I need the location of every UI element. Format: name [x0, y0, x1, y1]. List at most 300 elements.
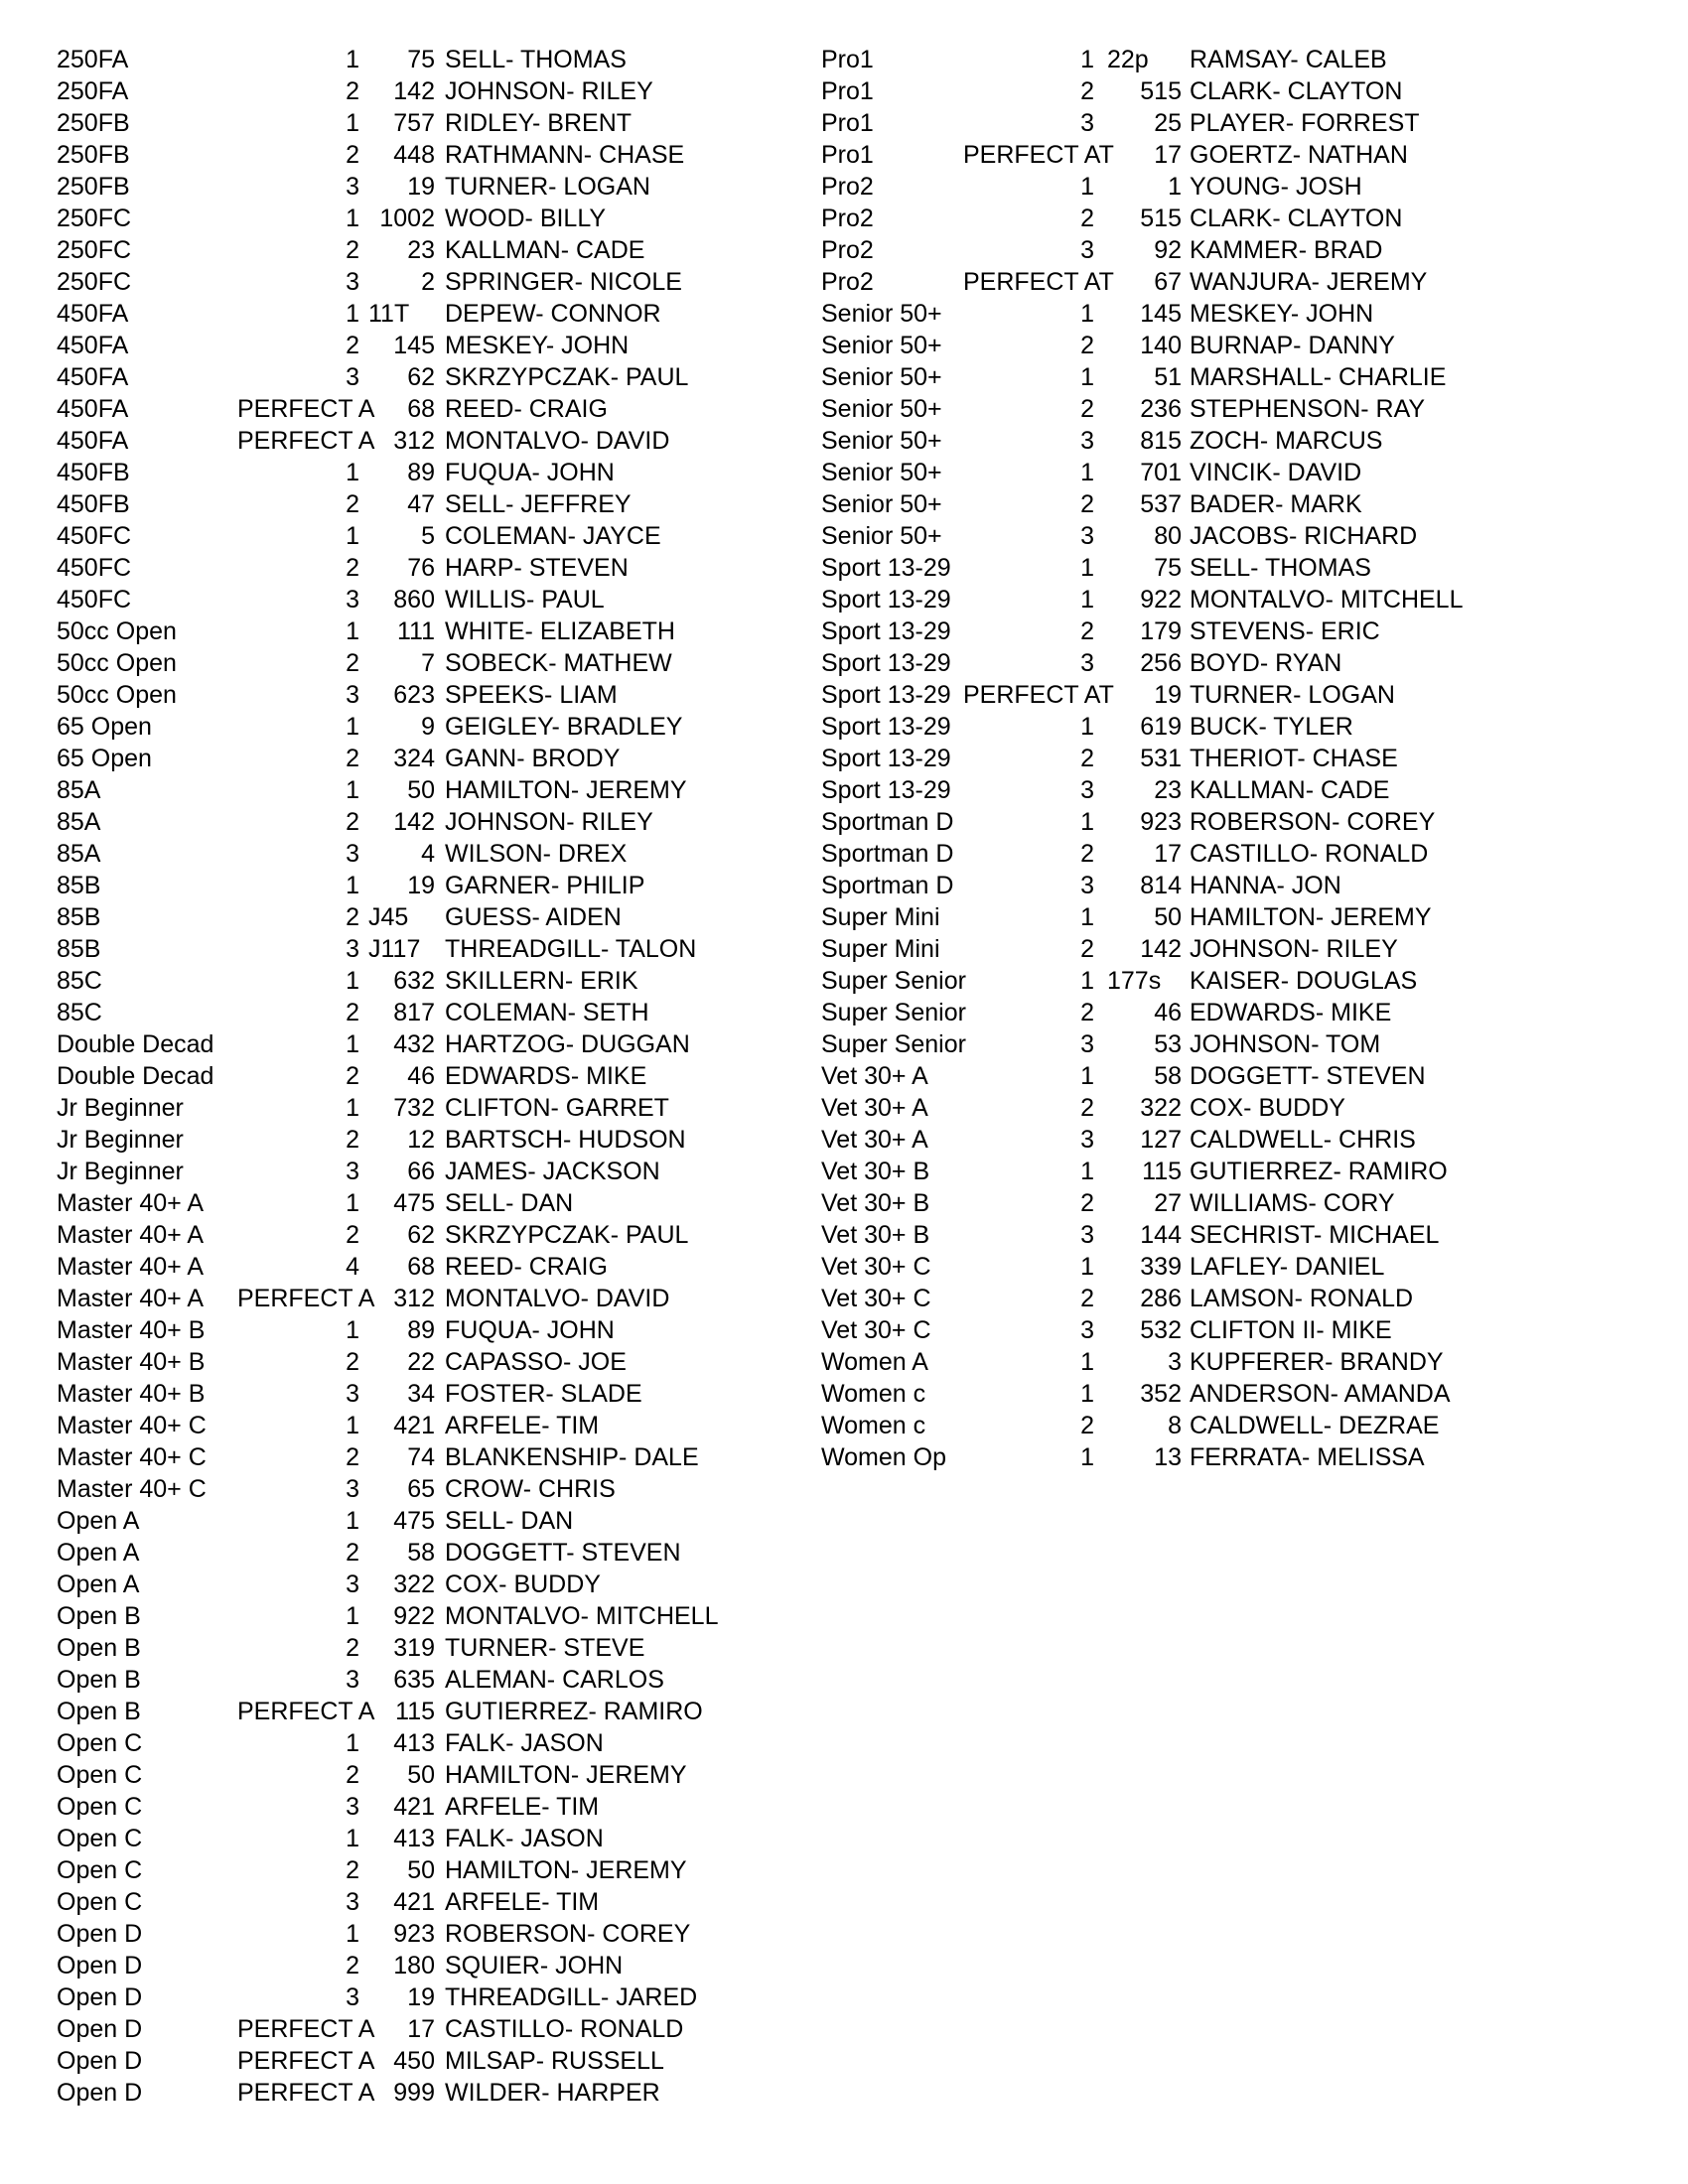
division-cell: 65 Open: [57, 745, 152, 772]
division-cell: Vet 30+ C: [821, 1316, 931, 1344]
place-cell: 3: [346, 1888, 359, 1916]
result-row: [0, 107, 1688, 139]
name-cell: GUTIERREZ- RAMIRO: [1190, 1158, 1448, 1185]
division-cell: Open C: [57, 1761, 143, 1789]
number-cell: 1002: [379, 205, 435, 232]
number-cell: 50: [1154, 903, 1182, 931]
place-cell: 2: [346, 1062, 359, 1090]
division-cell: Master 40+ A: [57, 1285, 204, 1312]
place-cell: 3: [1080, 522, 1094, 550]
number-cell: 17: [407, 2015, 435, 2043]
division-cell: Pro1: [821, 109, 874, 137]
number-cell: 34: [407, 1380, 435, 1408]
name-cell: CASTILLO- RONALD: [445, 2015, 684, 2043]
place-cell: 3: [346, 268, 359, 296]
number-cell: 68: [407, 1253, 435, 1281]
name-cell: LAMSON- RONALD: [1190, 1285, 1414, 1312]
division-cell: Pro1: [821, 141, 874, 169]
name-cell: COX- BUDDY: [1190, 1094, 1345, 1122]
name-cell: WILSON- DREX: [445, 840, 628, 868]
name-cell: HANNA- JON: [1190, 872, 1341, 899]
division-cell: Senior 50+: [821, 459, 942, 486]
name-cell: JOHNSON- RILEY: [1190, 935, 1398, 963]
name-cell: CROW- CHRIS: [445, 1475, 616, 1503]
number-cell: 421: [393, 1888, 435, 1916]
number-cell: 58: [407, 1539, 435, 1567]
result-row: [0, 647, 1688, 679]
division-cell: Open C: [57, 1825, 143, 1852]
place-cell: 1: [346, 109, 359, 137]
result-row: [0, 1251, 1688, 1283]
result-row: [0, 44, 1688, 75]
number-cell: 65: [407, 1475, 435, 1503]
name-cell: LAFLEY- DANIEL: [1190, 1253, 1385, 1281]
number-cell: 1: [1168, 173, 1182, 201]
number-cell: 50: [407, 1856, 435, 1884]
place-cell: 2: [346, 332, 359, 359]
result-row: [0, 584, 1688, 615]
division-cell: 85B: [57, 935, 101, 963]
result-row: [0, 997, 1688, 1028]
division-cell: Vet 30+ C: [821, 1253, 931, 1281]
place-cell: 2: [346, 1348, 359, 1376]
place-cell: 3: [1080, 1316, 1094, 1344]
number-cell: 19: [1154, 681, 1182, 709]
name-cell: COLEMAN- SETH: [445, 999, 649, 1026]
division-cell: 50cc Open: [57, 617, 177, 645]
name-cell: SECHRIST- MICHAEL: [1190, 1221, 1440, 1249]
division-cell: Double Decad: [57, 1062, 214, 1090]
place-cell: 1: [346, 1920, 359, 1948]
division-cell: 450FA: [57, 395, 129, 423]
name-cell: GEIGLEY- BRADLEY: [445, 713, 683, 741]
division-cell: Pro2: [821, 268, 874, 296]
name-cell: DOGGETT- STEVEN: [445, 1539, 681, 1567]
division-cell: Pro2: [821, 236, 874, 264]
number-cell: 9: [421, 713, 435, 741]
place-cell: PERFECT AT: [963, 268, 1114, 296]
name-cell: ARFELE- TIM: [445, 1888, 600, 1916]
place-cell: PERFECT A: [237, 2047, 375, 2075]
division-cell: Senior 50+: [821, 363, 942, 391]
place-cell: 3: [346, 840, 359, 868]
name-cell: EDWARDS- MIKE: [445, 1062, 647, 1090]
number-cell: 89: [407, 459, 435, 486]
number-cell: 236: [1140, 395, 1182, 423]
number-cell: 319: [393, 1634, 435, 1662]
name-cell: KAISER- DOUGLAS: [1190, 967, 1418, 995]
name-cell: COX- BUDDY: [445, 1570, 601, 1598]
place-cell: 1: [346, 1825, 359, 1852]
division-cell: Vet 30+ B: [821, 1189, 930, 1217]
place-cell: 1: [1080, 586, 1094, 614]
division-cell: 450FB: [57, 459, 130, 486]
result-row: [0, 1060, 1688, 1092]
number-cell: 53: [1154, 1030, 1182, 1058]
number-cell: 80: [1154, 522, 1182, 550]
place-cell: 1: [346, 459, 359, 486]
result-row: [0, 171, 1688, 203]
place-cell: 3: [346, 1380, 359, 1408]
division-cell: Super Mini: [821, 935, 940, 963]
division-cell: 85B: [57, 872, 101, 899]
name-cell: CLIFTON II- MIKE: [1190, 1316, 1392, 1344]
place-cell: 1: [346, 1316, 359, 1344]
division-cell: Master 40+ A: [57, 1221, 204, 1249]
number-cell: 115: [1142, 1158, 1182, 1185]
place-cell: 2: [1080, 1094, 1094, 1122]
number-cell: 322: [1140, 1094, 1182, 1122]
division-cell: Vet 30+ B: [821, 1158, 930, 1185]
name-cell: THERIOT- CHASE: [1190, 745, 1398, 772]
name-cell: JACOBS- RICHARD: [1190, 522, 1418, 550]
name-cell: WANJURA- JEREMY: [1190, 268, 1428, 296]
name-cell: FUQUA- JOHN: [445, 459, 615, 486]
name-cell: BADER- MARK: [1190, 490, 1362, 518]
number-cell: 635: [393, 1666, 435, 1694]
number-cell: 421: [393, 1793, 435, 1821]
division-cell: Master 40+ A: [57, 1253, 204, 1281]
name-cell: HAMILTON- JEREMY: [445, 1856, 687, 1884]
division-cell: 85A: [57, 776, 101, 804]
division-cell: Open B: [57, 1634, 141, 1662]
name-cell: CLARK- CLAYTON: [1190, 205, 1403, 232]
place-cell: 2: [346, 1443, 359, 1471]
name-cell: CASTILLO- RONALD: [1190, 840, 1429, 868]
place-cell: 3: [346, 363, 359, 391]
place-cell: 1: [346, 300, 359, 328]
result-row: [0, 1696, 1688, 1727]
number-cell: 922: [393, 1602, 435, 1630]
division-cell: Senior 50+: [821, 490, 942, 518]
place-cell: 1: [1080, 1062, 1094, 1090]
place-cell: 3: [1080, 427, 1094, 455]
result-row: [0, 1981, 1688, 2013]
division-cell: Women Op: [821, 1443, 946, 1471]
place-cell: 2: [1080, 490, 1094, 518]
number-cell: 27: [1154, 1189, 1182, 1217]
place-cell: 3: [1080, 872, 1094, 899]
number-cell: 352: [1140, 1380, 1182, 1408]
place-cell: 3: [346, 1983, 359, 2011]
result-row: [0, 1473, 1688, 1505]
division-cell: Senior 50+: [821, 332, 942, 359]
result-row: [0, 1569, 1688, 1600]
name-cell: RIDLEY- BRENT: [445, 109, 633, 137]
division-cell: 250FB: [57, 141, 130, 169]
result-row: [0, 1950, 1688, 1981]
result-row: [0, 774, 1688, 806]
place-cell: 2: [1080, 617, 1094, 645]
division-cell: 250FB: [57, 173, 130, 201]
place-cell: 3: [1080, 1126, 1094, 1154]
name-cell: DEPEW- CONNOR: [445, 300, 661, 328]
name-cell: EDWARDS- MIKE: [1190, 999, 1392, 1026]
number-cell: 11T: [368, 300, 410, 328]
number-cell: 286: [1140, 1285, 1182, 1312]
division-cell: Open C: [57, 1888, 143, 1916]
place-cell: 2: [1080, 840, 1094, 868]
result-row: [0, 203, 1688, 234]
name-cell: MONTALVO- DAVID: [445, 1285, 670, 1312]
place-cell: 1: [346, 967, 359, 995]
number-cell: 22p: [1107, 46, 1149, 73]
number-cell: 19: [407, 872, 435, 899]
division-cell: Master 40+ B: [57, 1316, 206, 1344]
name-cell: ALEMAN- CARLOS: [445, 1666, 664, 1694]
number-cell: 142: [1140, 935, 1182, 963]
division-cell: Open D: [57, 2079, 143, 2107]
place-cell: 2: [1080, 395, 1094, 423]
name-cell: FALK- JASON: [445, 1729, 604, 1757]
name-cell: WOOD- BILLY: [445, 205, 607, 232]
result-row: [0, 457, 1688, 488]
place-cell: 1: [346, 1094, 359, 1122]
number-cell: 58: [1154, 1062, 1182, 1090]
number-cell: 475: [393, 1189, 435, 1217]
place-cell: 2: [346, 745, 359, 772]
place-cell: 2: [346, 1761, 359, 1789]
number-cell: 75: [1154, 554, 1182, 582]
place-cell: 2: [346, 1856, 359, 1884]
number-cell: 144: [1140, 1221, 1182, 1249]
result-row: [0, 870, 1688, 901]
name-cell: YOUNG- JOSH: [1190, 173, 1362, 201]
division-cell: 450FA: [57, 300, 129, 328]
division-cell: Master 40+ A: [57, 1189, 204, 1217]
name-cell: CAPASSO- JOE: [445, 1348, 627, 1376]
division-cell: Open D: [57, 2015, 143, 2043]
name-cell: THREADGILL- JARED: [445, 1983, 698, 2011]
place-cell: 3: [1080, 236, 1094, 264]
division-cell: Jr Beginner: [57, 1094, 184, 1122]
number-cell: 632: [393, 967, 435, 995]
name-cell: FOSTER- SLADE: [445, 1380, 642, 1408]
division-cell: 450FB: [57, 490, 130, 518]
result-row: [0, 838, 1688, 870]
name-cell: JOHNSON- RILEY: [445, 808, 653, 836]
place-cell: 1: [1080, 903, 1094, 931]
name-cell: FALK- JASON: [445, 1825, 604, 1852]
result-row: [0, 234, 1688, 266]
name-cell: WHITE- ELIZABETH: [445, 617, 675, 645]
division-cell: Open C: [57, 1856, 143, 1884]
place-cell: 1: [1080, 1348, 1094, 1376]
result-row: [0, 615, 1688, 647]
number-cell: 448: [393, 141, 435, 169]
division-cell: Jr Beginner: [57, 1158, 184, 1185]
division-cell: 85C: [57, 967, 102, 995]
place-cell: PERFECT A: [237, 2015, 375, 2043]
division-cell: Vet 30+ B: [821, 1221, 930, 1249]
result-row: [0, 1378, 1688, 1410]
place-cell: 1: [1080, 1253, 1094, 1281]
division-cell: Women c: [821, 1412, 926, 1439]
number-cell: 127: [1140, 1126, 1182, 1154]
number-cell: 923: [393, 1920, 435, 1948]
place-cell: 1: [1080, 554, 1094, 582]
number-cell: 413: [393, 1729, 435, 1757]
name-cell: BARTSCH- HUDSON: [445, 1126, 686, 1154]
place-cell: 1: [1080, 713, 1094, 741]
number-cell: 50: [407, 1761, 435, 1789]
number-cell: 66: [407, 1158, 435, 1185]
place-cell: 1: [346, 1507, 359, 1535]
name-cell: HARTZOG- DUGGAN: [445, 1030, 690, 1058]
number-cell: 5: [421, 522, 435, 550]
result-row: [0, 552, 1688, 584]
place-cell: 2: [346, 141, 359, 169]
result-row: [0, 1886, 1688, 1918]
name-cell: HARP- STEVEN: [445, 554, 629, 582]
number-cell: 922: [1140, 586, 1182, 614]
division-cell: Sport 13-29: [821, 649, 951, 677]
place-cell: 4: [346, 1253, 359, 1281]
name-cell: REED- CRAIG: [445, 1253, 608, 1281]
number-cell: 817: [393, 999, 435, 1026]
number-cell: 623: [393, 681, 435, 709]
number-cell: 999: [393, 2079, 435, 2107]
division-cell: Senior 50+: [821, 395, 942, 423]
number-cell: 421: [393, 1412, 435, 1439]
division-cell: Open A: [57, 1570, 140, 1598]
division-cell: Open B: [57, 1666, 141, 1694]
name-cell: TURNER- LOGAN: [445, 173, 650, 201]
name-cell: KAMMER- BRAD: [1190, 236, 1383, 264]
name-cell: REED- CRAIG: [445, 395, 608, 423]
name-cell: SELL- DAN: [445, 1507, 574, 1535]
name-cell: CLARK- CLAYTON: [1190, 77, 1403, 105]
number-cell: 179: [1140, 617, 1182, 645]
results-column-right: [0, 44, 1688, 1473]
division-cell: Sportman D: [821, 872, 954, 899]
place-cell: 2: [346, 1539, 359, 1567]
number-cell: 12: [407, 1126, 435, 1154]
division-cell: Vet 30+ C: [821, 1285, 931, 1312]
name-cell: JAMES- JACKSON: [445, 1158, 660, 1185]
number-cell: 339: [1140, 1253, 1182, 1281]
name-cell: ANDERSON- AMANDA: [1190, 1380, 1451, 1408]
name-cell: GUTIERREZ- RAMIRO: [445, 1698, 703, 1725]
result-row: [0, 1124, 1688, 1156]
division-cell: 85C: [57, 999, 102, 1026]
result-row: [0, 1187, 1688, 1219]
result-row: [0, 139, 1688, 171]
result-row: [0, 2045, 1688, 2077]
name-cell: BURNAP- DANNY: [1190, 332, 1395, 359]
result-row: [0, 1505, 1688, 1537]
place-cell: 3: [1080, 649, 1094, 677]
number-cell: 180: [393, 1952, 435, 1979]
number-cell: 47: [407, 490, 435, 518]
place-cell: 3: [346, 1666, 359, 1694]
place-cell: 3: [346, 1475, 359, 1503]
division-cell: Sportman D: [821, 840, 954, 868]
name-cell: MESKEY- JOHN: [445, 332, 630, 359]
division-cell: Sport 13-29: [821, 776, 951, 804]
name-cell: STEVENS- ERIC: [1190, 617, 1380, 645]
division-cell: 250FC: [57, 236, 132, 264]
name-cell: ROBERSON- COREY: [445, 1920, 691, 1948]
division-cell: 250FA: [57, 46, 129, 73]
place-cell: 3: [346, 935, 359, 963]
name-cell: BLANKENSHIP- DALE: [445, 1443, 699, 1471]
name-cell: HAMILTON- JEREMY: [1190, 903, 1432, 931]
name-cell: CALDWELL- CHRIS: [1190, 1126, 1416, 1154]
name-cell: SELL- THOMAS: [1190, 554, 1371, 582]
result-row: [0, 298, 1688, 330]
place-cell: 3: [1080, 1030, 1094, 1058]
name-cell: DOGGETT- STEVEN: [1190, 1062, 1426, 1090]
result-row: [0, 1346, 1688, 1378]
division-cell: Pro2: [821, 205, 874, 232]
division-cell: Super Senior: [821, 1030, 966, 1058]
place-cell: 2: [346, 554, 359, 582]
number-cell: J117: [368, 935, 421, 963]
name-cell: HAMILTON- JEREMY: [445, 776, 687, 804]
name-cell: SPRINGER- NICOLE: [445, 268, 682, 296]
number-cell: 75: [407, 46, 435, 73]
name-cell: MILSAP- RUSSELL: [445, 2047, 664, 2075]
name-cell: SPEEKS- LIAM: [445, 681, 618, 709]
place-cell: 1: [1080, 1158, 1094, 1185]
number-cell: 115: [395, 1698, 435, 1725]
number-cell: 145: [1140, 300, 1182, 328]
name-cell: STEPHENSON- RAY: [1190, 395, 1426, 423]
name-cell: ARFELE- TIM: [445, 1412, 600, 1439]
place-cell: 1: [346, 617, 359, 645]
division-cell: Open B: [57, 1698, 141, 1725]
result-row: [0, 75, 1688, 107]
division-cell: 450FA: [57, 332, 129, 359]
name-cell: KUPFERER- BRANDY: [1190, 1348, 1444, 1376]
name-cell: FUQUA- JOHN: [445, 1316, 615, 1344]
number-cell: 22: [407, 1348, 435, 1376]
division-cell: 85B: [57, 903, 101, 931]
name-cell: KALLMAN- CADE: [1190, 776, 1390, 804]
division-cell: 50cc Open: [57, 649, 177, 677]
place-cell: 1: [1080, 967, 1094, 995]
number-cell: 537: [1140, 490, 1182, 518]
result-row: [0, 1314, 1688, 1346]
division-cell: Open B: [57, 1602, 141, 1630]
place-cell: 1: [1080, 1380, 1094, 1408]
result-row: [0, 1156, 1688, 1187]
name-cell: MARSHALL- CHARLIE: [1190, 363, 1447, 391]
place-cell: 1: [346, 1602, 359, 1630]
name-cell: HAMILTON- JEREMY: [445, 1761, 687, 1789]
name-cell: FERRATA- MELISSA: [1190, 1443, 1425, 1471]
number-cell: 815: [1140, 427, 1182, 455]
result-row: [0, 266, 1688, 298]
place-cell: 1: [346, 872, 359, 899]
number-cell: 140: [1140, 332, 1182, 359]
division-cell: Open C: [57, 1793, 143, 1821]
result-row: [0, 1537, 1688, 1569]
number-cell: 62: [407, 363, 435, 391]
name-cell: WILDER- HARPER: [445, 2079, 660, 2107]
division-cell: 450FA: [57, 363, 129, 391]
number-cell: 67: [1154, 268, 1182, 296]
name-cell: GARNER- PHILIP: [445, 872, 645, 899]
result-row: [0, 330, 1688, 361]
division-cell: Pro1: [821, 46, 874, 73]
result-row: [0, 1028, 1688, 1060]
place-cell: 2: [346, 903, 359, 931]
division-cell: 85A: [57, 808, 101, 836]
name-cell: WILLIS- PAUL: [445, 586, 605, 614]
place-cell: 1: [346, 1189, 359, 1217]
